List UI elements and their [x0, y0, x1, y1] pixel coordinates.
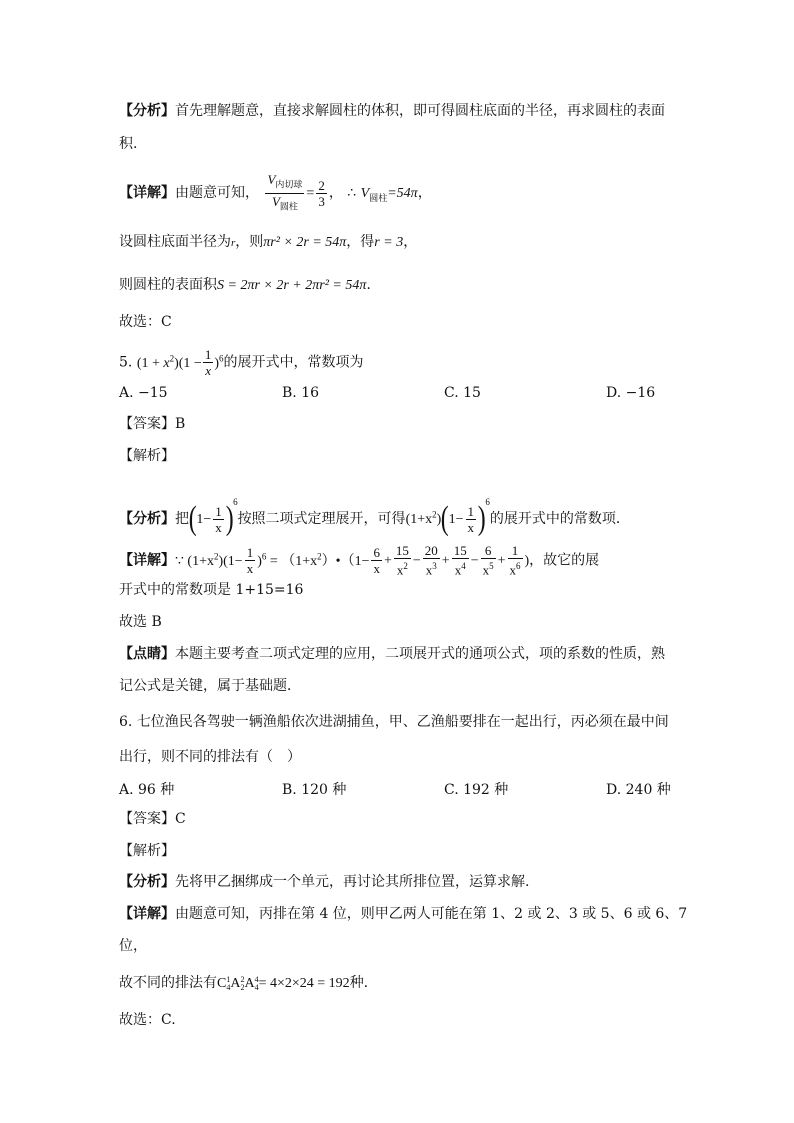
- q6-result-eq: = 4×2×24 = 192: [258, 976, 350, 991]
- q4-v-result: =54π: [387, 186, 418, 202]
- q6-option-a[interactable]: A. 96 种: [119, 782, 175, 798]
- q6-option-c[interactable]: C. 192 种: [444, 782, 509, 798]
- q5-answer: 【答案】B: [119, 416, 186, 432]
- q4-line3: 则圆柱的表面积S = 2πr × 2r + 2πr² = 54π.: [119, 277, 371, 293]
- q6-answer: 【答案】C: [119, 811, 186, 827]
- q5-detail: 【详解】∵ $(1+x^2)(1-$ $\frac{1}{x}$ )$^6 = (1+x^2)•(1-$ $\frac{6}{x}$ + $\frac{15}{x^2}$ − $\frac{20}{x^3}$ + $\frac{15}{x^4}$ − $\frac{6}{x^5}$ + $\frac{1}{x^6}$ )，故它的展: [119, 543, 600, 578]
- q5-option-d[interactable]: D. −16: [606, 385, 656, 401]
- q5-comment-label: 【点睛】: [119, 646, 175, 662]
- q5-analysis-label: 【分析】: [119, 511, 175, 527]
- q5-number: 5.: [119, 354, 133, 371]
- q4-detail-text: 由题意可知，: [175, 185, 259, 202]
- q5-detail-cont: 开式中的常数项是 1+15=16: [119, 582, 304, 598]
- q4-analysis-line: [119, 101, 665, 121]
- q6-option-d[interactable]: D. 240 种: [606, 782, 671, 798]
- q5-detail-label: 【详解】: [119, 552, 175, 569]
- q5-comment: 【点睛】本题主要考查二项式定理的应用，二项展开式的通项公式，项的系数的性质，熟: [119, 646, 665, 662]
- q6-number: 6.: [119, 714, 133, 730]
- q4-sub-cyl-2: 圆柱: [369, 193, 388, 204]
- q6-stem-1: 6. 七位渔民各驾驶一辆渔船依次进湖捕鱼，甲、乙渔船要排在一起出行，丙必须在最中间: [119, 714, 669, 730]
- q6-detail-label: 【详解】: [119, 906, 175, 922]
- q4-detail-line: 【详解】由题意可知， $\frac{V_{内切球}}{V_{圆柱}}$ = $\frac{2}{3}$ ， ∴ $V_{圆柱}=54\pi$，: [119, 172, 432, 215]
- q4-detail-label: 【详解】: [119, 185, 175, 202]
- q5-stem: 5. $(1 + x^2)(1$ − $\frac{1}{x}$ )$^6$的展开式中，常数项为: [119, 347, 364, 379]
- q6-option-b[interactable]: B. 120 种: [282, 782, 347, 798]
- q4-eq-volume: πr² × 2r = 54π: [263, 235, 347, 250]
- q4-analysis-label: 【分析】: [119, 103, 175, 119]
- q5-option-a[interactable]: A. −15: [119, 385, 168, 401]
- q5-analysis: 【分析】把(1− $\frac{1}{x}$ )$^6$按照二项式定理展开，可得$(1+x^2)(1-$ $\frac{1}{x}$ )$^6$的展开式中的常数项．: [119, 497, 630, 537]
- q6-analysis: 【分析】先将甲乙捆绑成一个单元，再讨论其所排位置，运算求解.: [119, 874, 530, 890]
- q5-stem-suffix: 的展开式中，常数项为: [223, 354, 364, 371]
- q6-result: 故不同的排法有C 1 4 A 2 2 A 4 4 = 4×2×24 = 192种.: [119, 974, 369, 992]
- q6-jiexi: 【解析】: [119, 843, 175, 859]
- q4-analysis-cont: 积.: [119, 136, 138, 152]
- q5-choice: 故选 B: [119, 614, 162, 630]
- q6-detail-cont: 位，: [119, 938, 147, 954]
- q4-sub-ball: 内切球: [275, 179, 303, 190]
- q4-eq-surface: S = 2πr × 2r + 2πr² = 54π: [217, 278, 367, 293]
- q5-option-c[interactable]: C. 15: [444, 385, 481, 401]
- q6-choice: 故选：C.: [119, 1012, 176, 1028]
- q6-detail: 【详解】由题意可知，丙排在第 4 位，则甲乙两人可能在第 1、2 或 2、3 或 5、6 或 6、7: [119, 906, 688, 922]
- q4-eq-radius: r = 3: [374, 235, 404, 250]
- q4-volume-ratio-lhs: $\frac{V_{内切球}}{V_{圆柱}}$: [267, 172, 303, 212]
- q6-stem-2: 出行，则不同的排法有（ ）: [119, 749, 301, 765]
- q5-jiexi: 【解析】: [119, 448, 175, 464]
- q5-expression: $(1 + x^2)(1$ −: [136, 353, 202, 371]
- q6-analysis-label: 【分析】: [119, 874, 175, 890]
- q5-option-b[interactable]: B. 16: [282, 385, 320, 401]
- q4-choice: 故选：C: [119, 314, 172, 330]
- q4-volume-ratio-rhs: $\frac{2}{3}$: [318, 177, 325, 209]
- q4-analysis-text: 首先理解题意，直接求解圆柱的体积，即可得圆柱底面的半径，再求圆柱的表面: [175, 103, 665, 119]
- q5-comment-cont: 记公式是关键，属于基础题．: [119, 678, 301, 694]
- q4-sub-cyl-1: 圆柱: [279, 201, 298, 212]
- q4-line2: 设圆柱底面半径为r，则πr² × 2r = 54π，得r = 3，: [119, 234, 418, 250]
